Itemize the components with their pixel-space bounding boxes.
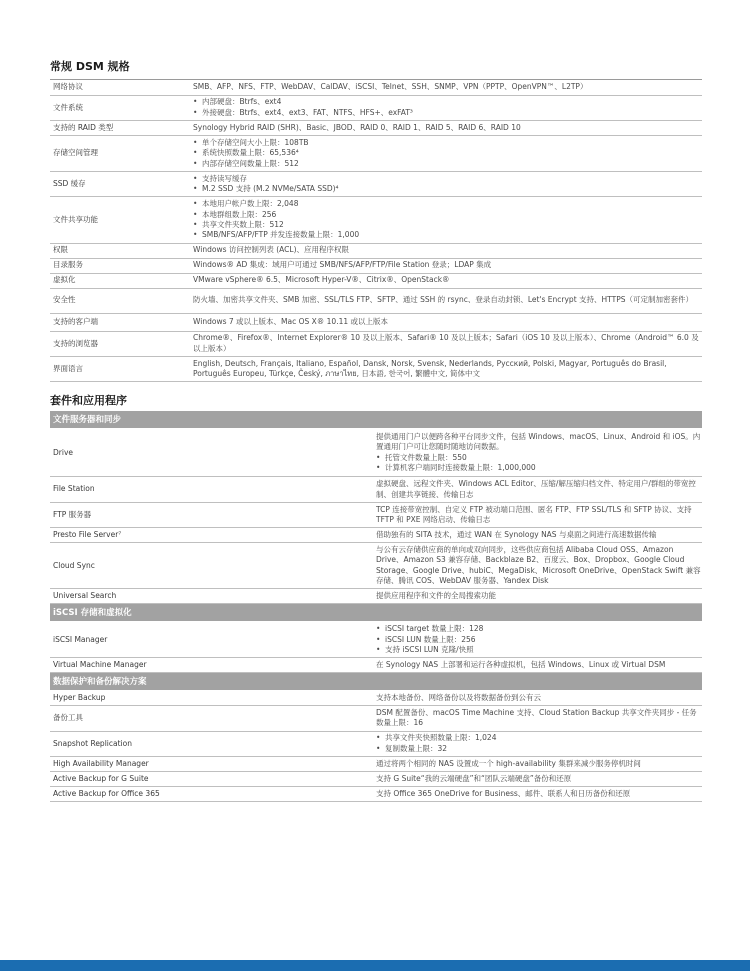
spec-label: Universal Search	[50, 589, 376, 604]
spec-bullet-item: • 共享文件夹快照数量上限：1,024	[376, 733, 702, 743]
spec-label: 文件系统	[50, 95, 193, 120]
spec-bullet-item: • M.2 SSD 支持 (M.2 NVMe/SATA SSD)⁴	[193, 184, 702, 194]
spec-label: Virtual Machine Manager	[50, 658, 376, 673]
spec-row	[50, 429, 702, 477]
spec-bullet-item: • 本地群组数上限：256	[193, 210, 702, 220]
spec-text: 支持 Office 365 OneDrive for Business、邮件、联系人和日历备份和还原	[376, 788, 631, 798]
packages-table	[50, 411, 702, 802]
spec-value	[376, 658, 702, 673]
spec-value	[193, 80, 702, 95]
spec-label: FTP 服务器	[50, 502, 376, 527]
spec-label: Hyper Backup	[50, 691, 376, 706]
spec-text: 在 Synology NAS 上部署和运行各种虚拟机，包括 Windows、Linux 或 Virtual DSM	[376, 659, 666, 669]
spec-text: Windows 7 或以上版本、Mac OS X® 10.11 或以上版本	[193, 316, 389, 326]
spec-label: iSCSI Manager	[50, 622, 376, 658]
spec-text: 提供通用门户以便跨各种平台同步文件，包括 Windows、macOS、Linux、Android 和 iOS。内置通用门户可让您随时随地访问数据。	[376, 432, 701, 452]
spec-value	[376, 731, 702, 756]
spec-label: Presto File Server⁷	[50, 528, 376, 543]
spec-row	[50, 197, 702, 243]
spec-text: 借助独有的 SITA 技术，通过 WAN 在 Synology NAS 与桌面之间进行高速数据传输	[376, 529, 657, 539]
spec-value	[376, 757, 702, 772]
packages-heading: 套件和应用程序	[50, 394, 127, 408]
spec-text: Synology Hybrid RAID (SHR)、Basic、JBOD、RAID 0、RAID 1、RAID 5、RAID 6、RAID 10	[193, 122, 521, 132]
spec-bullet-item: • 内部存储空间数量上限：512	[193, 159, 702, 169]
spec-value	[376, 543, 702, 589]
spec-row	[50, 95, 702, 120]
spec-value	[193, 313, 702, 331]
spec-label: Drive	[50, 429, 376, 477]
spec-row	[50, 622, 702, 658]
spec-bullet-list	[376, 624, 702, 655]
spec-label: 支持的浏览器	[50, 331, 193, 356]
spec-text: TCP 连接带宽控制、自定义 FTP 被动端口范围、匿名 FTP、FTP SSL/TLS 和 SFTP 协议、支持 TFTP 和 PXE 网络启动、传输日志	[376, 504, 692, 524]
spec-label: 权限	[50, 243, 193, 258]
section-header: 文件服务器和同步	[50, 411, 702, 429]
spec-text: 与公有云存储供应商的单向或双向同步，这些供应商包括 Alibaba Cloud OSS、Amazon Drive、Amazon S3 兼容存储、Backblaze B2、百度云、Box、Dropbox、Google Cloud Storage、Google Drive、hubiC、MegaDisk、Microsoft OneDrive、OpenStack Swift 兼容存储、腾讯 COS、WebDAV 服务器、Yandex Disk	[376, 544, 701, 586]
spec-label: 文件共享功能	[50, 197, 193, 243]
spec-value	[193, 135, 702, 171]
section-header: 数据保护和备份解决方案	[50, 673, 702, 691]
spec-bullet-item: • 托管文件数量上限：550	[376, 453, 702, 463]
spec-bullet-item: • 系统快照数量上限：65,536⁴	[193, 148, 702, 158]
spec-value	[376, 772, 702, 787]
spec-label: 界面语言	[50, 356, 193, 381]
spec-bullet-item: • 复制数量上限：32	[376, 744, 702, 754]
spec-row	[50, 757, 702, 772]
spec-bullet-item: • iSCSI target 数量上限：128	[376, 624, 702, 634]
spec-label: 安全性	[50, 288, 193, 313]
spec-label: Active Backup for Office 365	[50, 787, 376, 802]
spec-text: Chrome®、Firefox®、Internet Explorer® 10 及以上版本、Safari® 10 及以上版本；Safari（iOS 10 及以上版本）、Chrome（Android™ 6.0 及以上版本）	[193, 333, 699, 353]
spec-row	[50, 502, 702, 527]
section-header: iSCSI 存储和虚拟化	[50, 604, 702, 622]
spec-row	[50, 706, 702, 731]
spec-value	[193, 273, 702, 288]
spec-bullet-item: • 内部硬盘：Btrfs、ext4	[193, 97, 702, 107]
spec-page	[50, 60, 702, 802]
spec-row	[50, 331, 702, 356]
spec-row	[50, 658, 702, 673]
section-header-row	[50, 673, 702, 691]
spec-text: 提供应用程序和文件的全局搜索功能	[376, 591, 496, 601]
spec-bullet-item: • 本地用户帐户数上限：2,048	[193, 199, 702, 209]
spec-bullet-list	[376, 453, 702, 474]
section-header-row	[50, 411, 702, 429]
spec-row	[50, 528, 702, 543]
spec-value	[376, 787, 702, 802]
section-header-row	[50, 604, 702, 622]
spec-label: 虚拟化	[50, 273, 193, 288]
spec-label: Cloud Sync	[50, 543, 376, 589]
spec-bullet-item: • 单个存储空间大小上限：108TB	[193, 138, 702, 148]
spec-row	[50, 691, 702, 706]
spec-label: 网络协议	[50, 80, 193, 95]
spec-bullet-item: • iSCSI LUN 数量上限：256	[376, 635, 702, 645]
spec-row	[50, 243, 702, 258]
spec-row	[50, 80, 702, 95]
spec-text: 支持 G Suite“我的云端硬盘”和“团队云端硬盘”备份和还原	[376, 773, 572, 783]
spec-row	[50, 273, 702, 288]
spec-value	[193, 120, 702, 135]
spec-text: 通过将两个相同的 NAS 设置成一个 high-availability 集群来减少服务停机时间	[376, 758, 641, 768]
spec-value	[193, 95, 702, 120]
spec-text: Windows 访问控制列表 (ACL)、应用程序权限	[193, 245, 350, 255]
spec-bullet-item: • 共享文件夹数上限：512	[193, 220, 702, 230]
spec-bullet-item: • SMB/NFS/AFP/FTP 并发连接数量上限：1,000	[193, 230, 702, 240]
spec-label: High Availability Manager	[50, 757, 376, 772]
spec-label: SSD 缓存	[50, 171, 193, 196]
spec-value	[193, 243, 702, 258]
spec-value	[193, 197, 702, 243]
spec-value	[376, 691, 702, 706]
spec-value	[376, 429, 702, 477]
spec-label: Snapshot Replication	[50, 731, 376, 756]
spec-value	[376, 622, 702, 658]
spec-bullet-item: • 支持读写缓存	[193, 174, 702, 184]
spec-value	[376, 477, 702, 502]
spec-text: DSM 配置备份、macOS Time Machine 支持、Cloud Station Backup 共享文件夹同步 - 任务数量上限：16	[376, 707, 697, 728]
spec-value	[193, 331, 702, 356]
spec-row	[50, 543, 702, 589]
spec-label: 目录服务	[50, 258, 193, 273]
dsm-specs-heading: 常规 DSM 规格	[50, 60, 702, 80]
spec-text: 支持本地备份、网络备份以及将数据备份到公有云	[376, 692, 541, 702]
spec-row	[50, 356, 702, 381]
spec-value	[376, 528, 702, 543]
spec-row	[50, 477, 702, 502]
spec-bullet-list	[193, 174, 702, 195]
spec-bullet-item: • 支持 iSCSI LUN 克隆/快照	[376, 645, 702, 655]
spec-label: 支持的 RAID 类型	[50, 120, 193, 135]
spec-row	[50, 171, 702, 196]
spec-value	[193, 356, 702, 381]
spec-row	[50, 589, 702, 604]
spec-value	[193, 288, 702, 313]
spec-bullet-item: • 外接硬盘：Btrfs、ext4、ext3、FAT、NTFS、HFS+、exFAT³	[193, 108, 702, 118]
spec-bullet-list	[193, 138, 702, 169]
spec-bullet-list	[193, 199, 702, 241]
spec-label: 存储空间管理	[50, 135, 193, 171]
spec-text: English, Deutsch, Français, Italiano, Español, Dansk, Norsk, Svensk, Nederlands, Русский, Polski, Magyar, Português do Brasil, Português Europeu, Türkçe, Český, ภาษาไทย, 日本語, 한국어, 繁體中文, 简体中文	[193, 358, 667, 379]
spec-value	[193, 258, 702, 273]
spec-value	[376, 589, 702, 604]
dsm-specs-table	[50, 80, 702, 382]
spec-text: 防火墙、加密共享文件夹、SMB 加密、SSL/TLS FTP、SFTP、通过 SSH 的 rsync、登录自动封锁、Let's Encrypt 支持、HTTPS（可定制加密套件）	[193, 295, 693, 305]
spec-label: 支持的客户端	[50, 313, 193, 331]
spec-row	[50, 258, 702, 273]
spec-label: Active Backup for G Suite	[50, 772, 376, 787]
spec-row	[50, 135, 702, 171]
spec-text: Windows® AD 集成：域用户可通过 SMB/NFS/AFP/FTP/File Station 登录；LDAP 集成	[193, 260, 492, 270]
spec-text: 虚拟硬盘、远程文件夹、Windows ACL Editor、压缩/解压缩归档文件、特定用户/群组的带宽控制、创建共享链接、传输日志	[376, 479, 696, 499]
spec-row	[50, 787, 702, 802]
spec-label: File Station	[50, 477, 376, 502]
spec-value	[376, 706, 702, 731]
spec-bullet-item: • 计算机客户端同时连接数量上限：1,000,000	[376, 463, 702, 473]
spec-row	[50, 120, 702, 135]
spec-bullet-list	[376, 733, 702, 754]
spec-row	[50, 313, 702, 331]
spec-text: VMware vSphere® 6.5、Microsoft Hyper-V®、Citrix®、OpenStack®	[193, 275, 450, 285]
footer-brand-bar	[0, 960, 750, 971]
spec-text: SMB、AFP、NFS、FTP、WebDAV、CalDAV、iSCSI、Telnet、SSH、SNMP、VPN（PPTP、OpenVPN™、L2TP）	[193, 82, 588, 92]
spec-row	[50, 772, 702, 787]
spec-label: 备份工具	[50, 706, 376, 731]
spec-value	[193, 171, 702, 196]
spec-value	[376, 502, 702, 527]
spec-row	[50, 288, 702, 313]
spec-row	[50, 731, 702, 756]
spec-bullet-list	[193, 97, 702, 118]
